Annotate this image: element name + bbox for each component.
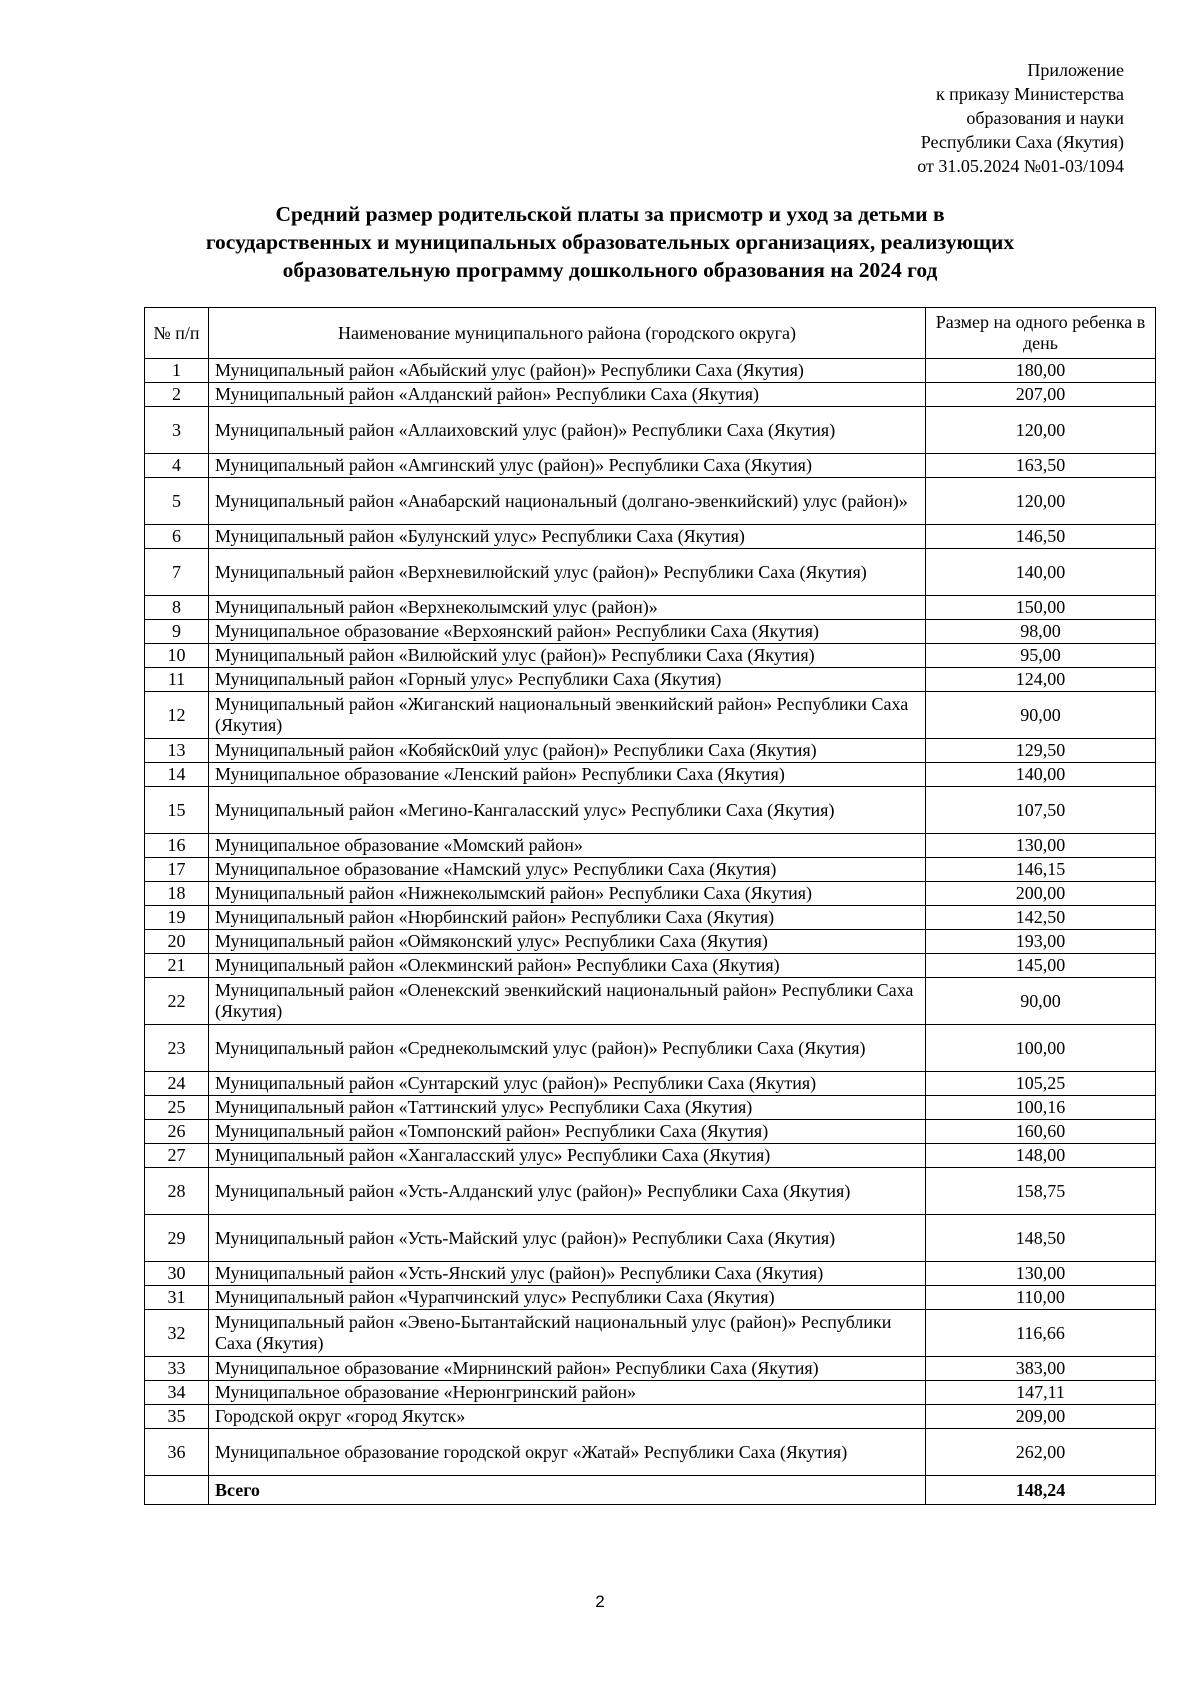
row-num: 34 — [145, 1381, 209, 1405]
table-row — [145, 1025, 1156, 1072]
row-num: 33 — [145, 1357, 209, 1381]
document-title — [130, 200, 1090, 284]
row-value: 116,66 — [926, 1310, 1156, 1357]
header-name: Наименование муниципального района (городского округа) — [209, 308, 926, 359]
row-num: 9 — [145, 620, 209, 644]
row-value: 130,00 — [926, 834, 1156, 858]
table-row — [145, 1072, 1156, 1096]
row-num: 30 — [145, 1262, 209, 1286]
row-name: Муниципальный район «Таттинский улус» Республики Саха (Якутия) — [209, 1096, 926, 1120]
row-value: 140,00 — [926, 763, 1156, 787]
title-line: государственных и муниципальных образовательных организациях, реализующих — [205, 230, 1015, 254]
fees-table — [144, 307, 1156, 1505]
row-name: Муниципальный район «Олекминский район» Республики Саха (Якутия) — [209, 954, 926, 978]
row-name: Муниципальное образование «Момский район» — [209, 834, 926, 858]
row-value: 124,00 — [926, 668, 1156, 692]
table-row — [145, 978, 1156, 1025]
row-value: 383,00 — [926, 1357, 1156, 1381]
row-num: 23 — [145, 1025, 209, 1072]
row-num: 31 — [145, 1286, 209, 1310]
row-name: Муниципальный район «Сунтарский улус (район)» Республики Саха (Якутия) — [209, 1072, 926, 1096]
row-name: Муниципальный район «Горный улус» Республики Саха (Якутия) — [209, 668, 926, 692]
table-row — [145, 930, 1156, 954]
table-row — [145, 1144, 1156, 1168]
row-name: Муниципальный район «Верхнеколымский улус (район)» — [209, 596, 926, 620]
row-name: Муниципальное образование «Верхоянский район» Республики Саха (Якутия) — [209, 620, 926, 644]
table-row — [145, 1405, 1156, 1429]
row-value: 160,60 — [926, 1120, 1156, 1144]
row-value: 146,15 — [926, 858, 1156, 882]
table-row — [145, 359, 1156, 383]
row-value: 105,25 — [926, 1072, 1156, 1096]
appendix-block — [917, 58, 1124, 178]
table-row — [145, 787, 1156, 834]
page-number: 2 — [595, 1592, 605, 1611]
row-num: 32 — [145, 1310, 209, 1357]
row-value: 148,00 — [926, 1144, 1156, 1168]
row-value: 147,11 — [926, 1381, 1156, 1405]
table-row — [145, 1262, 1156, 1286]
table-row — [145, 407, 1156, 454]
row-num: 20 — [145, 930, 209, 954]
row-num: 6 — [145, 525, 209, 549]
row-value: 120,00 — [926, 478, 1156, 525]
row-num: 15 — [145, 787, 209, 834]
row-name: Муниципальный район «Алданский район» Республики Саха (Якутия) — [209, 383, 926, 407]
row-num: 21 — [145, 954, 209, 978]
row-name: Муниципальный район «Усть-Янский улус (район)» Республики Саха (Якутия) — [209, 1262, 926, 1286]
row-num: 12 — [145, 692, 209, 739]
row-num: 18 — [145, 882, 209, 906]
title-line: Средний размер родительской платы за присмотр и уход за детьми в — [275, 202, 945, 226]
table-row — [145, 549, 1156, 596]
table-row — [145, 1429, 1156, 1476]
table-row — [145, 644, 1156, 668]
header-value: Размер на одного ребенка в день — [926, 308, 1156, 359]
table-row — [145, 763, 1156, 787]
row-name: Муниципальный район «Аллаиховский улус (район)» Республики Саха (Якутия) — [209, 407, 926, 454]
row-num: 25 — [145, 1096, 209, 1120]
row-name: Муниципальный район «Хангаласский улус» Республики Саха (Якутия) — [209, 1144, 926, 1168]
row-value: 110,00 — [926, 1286, 1156, 1310]
table-row — [145, 454, 1156, 478]
table-row — [145, 954, 1156, 978]
row-value: 193,00 — [926, 930, 1156, 954]
appendix-line: Республики Саха (Якутия) — [920, 132, 1124, 152]
row-value: 95,00 — [926, 644, 1156, 668]
row-value: 145,00 — [926, 954, 1156, 978]
row-num: 22 — [145, 978, 209, 1025]
table-row — [145, 478, 1156, 525]
row-name: Муниципальное образование «Намский улус» Республики Саха (Якутия) — [209, 858, 926, 882]
table-row — [145, 525, 1156, 549]
row-value: 90,00 — [926, 692, 1156, 739]
row-name: Муниципальное образование городской округ «Жатай» Республики Саха (Якутия) — [209, 1429, 926, 1476]
row-name: Городской округ «город Якутск» — [209, 1405, 926, 1429]
total-num-cell — [145, 1476, 209, 1505]
row-num: 8 — [145, 596, 209, 620]
table-row — [145, 1120, 1156, 1144]
total-value: 148,24 — [926, 1476, 1156, 1505]
appendix-line: Приложение — [1027, 60, 1124, 80]
row-name: Муниципальный район «Верхневилюйский улус (район)» Республики Саха (Якутия) — [209, 549, 926, 596]
row-name: Муниципальный район «Нюрбинский район» Республики Саха (Якутия) — [209, 906, 926, 930]
table-row — [145, 1096, 1156, 1120]
row-name: Муниципальный район «Абыйский улус (район)» Республики Саха (Якутия) — [209, 359, 926, 383]
row-name: Муниципальный район «Чурапчинский улус» Республики Саха (Якутия) — [209, 1286, 926, 1310]
row-name: Муниципальный район «Амгинский улус (район)» Республики Саха (Якутия) — [209, 454, 926, 478]
table-row — [145, 1310, 1156, 1357]
row-value: 130,00 — [926, 1262, 1156, 1286]
row-value: 207,00 — [926, 383, 1156, 407]
row-num: 19 — [145, 906, 209, 930]
row-name: Муниципальный район «Мегино-Кангаласский улус» Республики Саха (Якутия) — [209, 787, 926, 834]
table-row — [145, 906, 1156, 930]
row-num: 1 — [145, 359, 209, 383]
row-num: 24 — [145, 1072, 209, 1096]
row-value: 200,00 — [926, 882, 1156, 906]
table-body — [145, 359, 1156, 1505]
table-row — [145, 620, 1156, 644]
row-name: Муниципальный район «Оленекский эвенкийский национальный район» Республики Саха (Якутия) — [209, 978, 926, 1025]
row-num: 36 — [145, 1429, 209, 1476]
row-value: 129,50 — [926, 739, 1156, 763]
table-row — [145, 383, 1156, 407]
table-row — [145, 1215, 1156, 1262]
row-name: Муниципальный район «Анабарский национальный (долгано-эвенкийский) улус (район)» — [209, 478, 926, 525]
row-value: 107,50 — [926, 787, 1156, 834]
row-value: 158,75 — [926, 1168, 1156, 1215]
row-value: 209,00 — [926, 1405, 1156, 1429]
row-name: Муниципальное образование «Нерюнгринский район» — [209, 1381, 926, 1405]
appendix-line: от 31.05.2024 №01-03/1094 — [917, 156, 1124, 176]
table-row — [145, 1168, 1156, 1215]
row-name: Муниципальный район «Вилюйский улус (район)» Республики Саха (Якутия) — [209, 644, 926, 668]
row-num: 27 — [145, 1144, 209, 1168]
table-row — [145, 834, 1156, 858]
row-value: 140,00 — [926, 549, 1156, 596]
row-name: Муниципальный район «Нижнеколымский район» Республики Саха (Якутия) — [209, 882, 926, 906]
appendix-line: образования и науки — [966, 108, 1124, 128]
table-row — [145, 692, 1156, 739]
row-num: 2 — [145, 383, 209, 407]
row-num: 26 — [145, 1120, 209, 1144]
row-num: 28 — [145, 1168, 209, 1215]
row-name: Муниципальный район «Томпонский район» Республики Саха (Якутия) — [209, 1120, 926, 1144]
row-value: 100,16 — [926, 1096, 1156, 1120]
row-num: 13 — [145, 739, 209, 763]
row-value: 100,00 — [926, 1025, 1156, 1072]
row-num: 29 — [145, 1215, 209, 1262]
row-name: Муниципальный район «Среднеколымский улус (район)» Республики Саха (Якутия) — [209, 1025, 926, 1072]
title-line: образовательную программу дошкольного образования на 2024 год — [282, 258, 938, 282]
row-value: 120,00 — [926, 407, 1156, 454]
row-num: 14 — [145, 763, 209, 787]
row-value: 90,00 — [926, 978, 1156, 1025]
row-name: Муниципальный район «Усть-Алданский улус (район)» Республики Саха (Якутия) — [209, 1168, 926, 1215]
row-num: 3 — [145, 407, 209, 454]
table-row — [145, 596, 1156, 620]
row-value: 180,00 — [926, 359, 1156, 383]
row-num: 16 — [145, 834, 209, 858]
row-num: 11 — [145, 668, 209, 692]
row-name: Муниципальное образование «Мирнинский район» Республики Саха (Якутия) — [209, 1357, 926, 1381]
row-name: Муниципальный район «Усть-Майский улус (район)» Республики Саха (Якутия) — [209, 1215, 926, 1262]
table-row — [145, 1357, 1156, 1381]
row-num: 5 — [145, 478, 209, 525]
row-value: 150,00 — [926, 596, 1156, 620]
header-num: № п/п — [145, 308, 209, 359]
row-name: Муниципальный район «Кобяйск0ий улус (район)» Республики Саха (Якутия) — [209, 739, 926, 763]
row-name: Муниципальный район «Булунский улус» Республики Саха (Якутия) — [209, 525, 926, 549]
table-header-row — [145, 308, 1156, 359]
table-row — [145, 739, 1156, 763]
total-row — [145, 1476, 1156, 1505]
row-name: Муниципальный район «Эвено-Бытантайский национальный улус (район)» Республики Саха (Якутия) — [209, 1310, 926, 1357]
total-label: Всего — [209, 1476, 926, 1505]
table-row — [145, 668, 1156, 692]
row-value: 163,50 — [926, 454, 1156, 478]
table-row — [145, 858, 1156, 882]
row-value: 262,00 — [926, 1429, 1156, 1476]
appendix-line: к приказу Министерства — [935, 84, 1124, 104]
row-value: 146,50 — [926, 525, 1156, 549]
table-row — [145, 1286, 1156, 1310]
row-value: 98,00 — [926, 620, 1156, 644]
table-row — [145, 1381, 1156, 1405]
row-name: Муниципальное образование «Ленский район» Республики Саха (Якутия) — [209, 763, 926, 787]
row-name: Муниципальный район «Жиганский национальный эвенкийский район» Республики Саха (Якутия) — [209, 692, 926, 739]
row-value: 148,50 — [926, 1215, 1156, 1262]
row-name: Муниципальный район «Оймяконский улус» Республики Саха (Якутия) — [209, 930, 926, 954]
row-num: 4 — [145, 454, 209, 478]
row-num: 17 — [145, 858, 209, 882]
table-row — [145, 882, 1156, 906]
row-num: 35 — [145, 1405, 209, 1429]
row-value: 142,50 — [926, 906, 1156, 930]
row-num: 10 — [145, 644, 209, 668]
row-num: 7 — [145, 549, 209, 596]
